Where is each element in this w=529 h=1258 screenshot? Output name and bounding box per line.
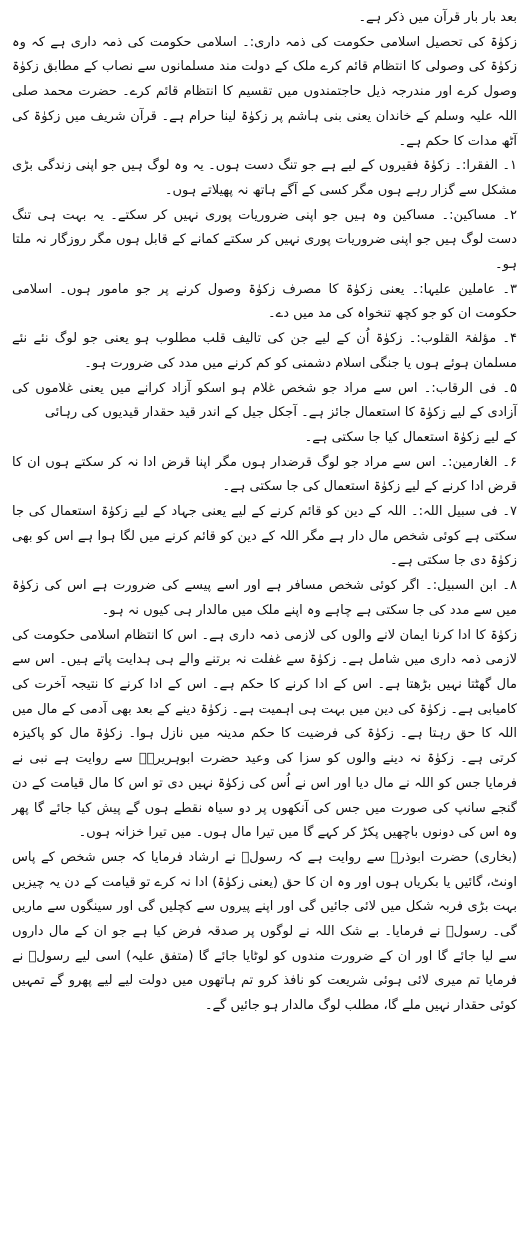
item-fuqara: ۱۔ الفقرا:۔ زکوٰۃ فقیروں کے لیے ہے جو تنگ دست ہوں۔ یہ وہ لوگ ہیں جو اپنی زندگی بڑی مشکل سے گزار رہے ہوں مگر کسی کے آگے ہاتھ نہ پھیلاتے ہوں۔: [12, 158, 517, 198]
item-muallafa: ۴۔ مؤلفۃ القلوب:۔ زکوٰۃ اُن کے لیے جن کی تالیف قلب مطلوب ہو یعنی جو لوگ نئے نئے مسلمان ہوئے ہوں یا جنگی اسلام دشمنی کو کم کرنے میں مدد کی ضرورت ہو۔: [12, 331, 517, 371]
paragraph-zakat-collection: زکوٰۃ کی تحصیل اسلامی حکومت کی ذمہ داری:۔ اسلامی حکومت کی ذمہ داری ہے کہ وہ زکوٰۃ کی وصولی کا انتظام قائم کرے ملک کے دولت مند مسلمانوں سے نصاب کے مطابق زکوٰۃ وصول کرے اور مندرجہ ذیل حاجتمندوں میں تقسیم کا انتظام قائم کرے۔ حضرت محمد صلی اللہ علیہ وسلم کے خاندان یعنی بنی ہاشم پر زکوٰۃ لینا حرام ہے۔ قرآن شریف میں زکوٰۃ کی آٹھ مدات کا حکم ہے۔: [12, 34, 517, 149]
item-fir-riqab-continued: کے لیے زکوٰۃ استعمال کیا جا سکتی ہے۔: [304, 429, 517, 445]
item-fi-sabilillah: ۷۔ فی سبیل اللہ:۔ اللہ کے دین کو قائم کرنے کے لیے یعنی جہاد کے لیے زکوٰۃ استعمال کی جا سکتی ہے کوئی شخص مال دار ہے مگر اللہ کے دین کو قائم کرنے میں لگا ہوا ہے اس کو بھی زکوٰۃ دی جا سکتی ہے۔: [12, 504, 517, 569]
intro-line: بعد بار بار قرآن میں ذکر ہے۔: [358, 10, 517, 25]
item-fir-riqab: ۵۔ فی الرقاب:۔ اس سے مراد جو شخص غلام ہو اسکو آزاد کرانے میں یعنی غلاموں کی آزادی کے لیے زکوٰۃ کا استعمال جائز ہے۔ آجکل جیل کے اندر قید حقدار قیدیوں کی رہائی: [12, 380, 517, 421]
item-gharimin: ۶۔ الغارمین:۔ اس سے مراد جو لوگ قرضدار ہوں مگر اپنا قرض ادا نہ کر سکتے ہوں ان کا قرض ادا کرنے کے لیے زکوٰۃ استعمال کی جا سکتی ہے۔: [12, 454, 517, 495]
item-masakin: ۲۔ مساکین:۔ مساکین وہ ہیں جو اپنی ضروریات پوری نہیں کر سکتے۔ یہ بہت ہی تنگ دست لوگ ہیں جو اپنی ضروریات پوری نہیں کر سکتے کمانے کے قابل ہوں مگر روزگار نہ ملتا ہو۔: [12, 207, 517, 273]
paragraph-zakat-obligation: زکوٰۃ کا ادا کرنا ایمان لانے والوں کی لازمی ذمہ داری ہے۔ اس کا انتظام اسلامی حکومت کی لازمی ذمہ داری میں شامل ہے۔ زکوٰۃ سے غفلت نہ برتنے والے ہی ہدایت پاتے ہیں۔ اس سے مال گھٹتا نہیں بڑھتا ہے۔ اس کے ادا کرنے کا حکم ہے۔ اس کے ادا کرنے کا نتیجہ آخرت کی کامیابی ہے۔ زکوٰۃ کی دین میں بہت ہی اہمیت ہے۔ زکوٰۃ دینے کے بعد بھی آدمی کے مال میں اللہ کا حق رہتا ہے۔ زکوٰۃ کی فرضیت کا حکم مدینہ میں نازل ہوا۔ زکوٰۃ مال کو پاکیزہ کرتی ہے۔ زکوٰۃ نہ دینے والوں کو سزا کی وعید حضرت ابوہریرہؓ سے روایت ہے نبی نے فرمایا جس کو اللہ نے مال دیا اور اس نے اُس کی زکوٰۃ نہیں دی تو اس کا مال قیامت کے دن گنجے سانپ کی صورت میں جس کی آنکھوں پر دو سیاہ نقطے ہوں گے پیش کیا جائے گا پھر وہ اس کی دونوں باچھیں پکڑ کر کہے گا میں تیرا مال ہوں۔ میں تیرا خزانہ ہوں۔: [12, 627, 517, 841]
paragraph-hadith: (بخاری) حضرت ابوذرؓ سے روایت ہے کہ رسولؐ نے ارشاد فرمایا کہ جس شخص کے پاس اونٹ، گائیں یا بکریاں ہوں اور وہ ان کا حق (یعنی زکوٰۃ) ادا نہ کرے تو قیامت کے دن یہ چیزیں بہت بڑی فربہ شکل میں لائی جائیں گی اور اپنے پیروں سے کچلیں گی اور سینگوں سے ماریں گی۔ رسولؐ نے فرمایا۔ بے شک اللہ نے لوگوں پر صدقہ فرض کیا ہے جو ان کے مال داروں سے لیا جائے گا اور ان کے ضرورت مندوں کو لوٹایا جائے گا (متفق علیہ) اسی لیے رسولؐ نے فرمایا تم میری لائی ہوئی شریعت کو نافذ کرو تم ہاتھوں میں دولت لیے لیے پھرو گے تمہیں کوئی حقدار نہیں ملے گا، مطلب لوگ مالدار ہو جائیں گے۔: [12, 849, 517, 1014]
item-amilin: ۳۔ عاملین علیہا:۔ یعنی زکوٰۃ کا مصرف زکوٰۃ وصول کرنے پر جو مامور ہوں۔ اسلامی حکومت ان کو جو کچھ تنخواہ کی مد میں دے۔: [12, 281, 517, 322]
item-ibnus-sabil: ۸۔ ابن السبیل:۔ اگر کوئی شخص مسافر ہے اور اسے پیسے کی ضرورت ہے اس کی زکوٰۃ میں سے مدد کی جا سکتی ہے چاہے وہ اپنے ملک میں مالدار ہی کیوں نہ ہو۔: [12, 578, 517, 618]
